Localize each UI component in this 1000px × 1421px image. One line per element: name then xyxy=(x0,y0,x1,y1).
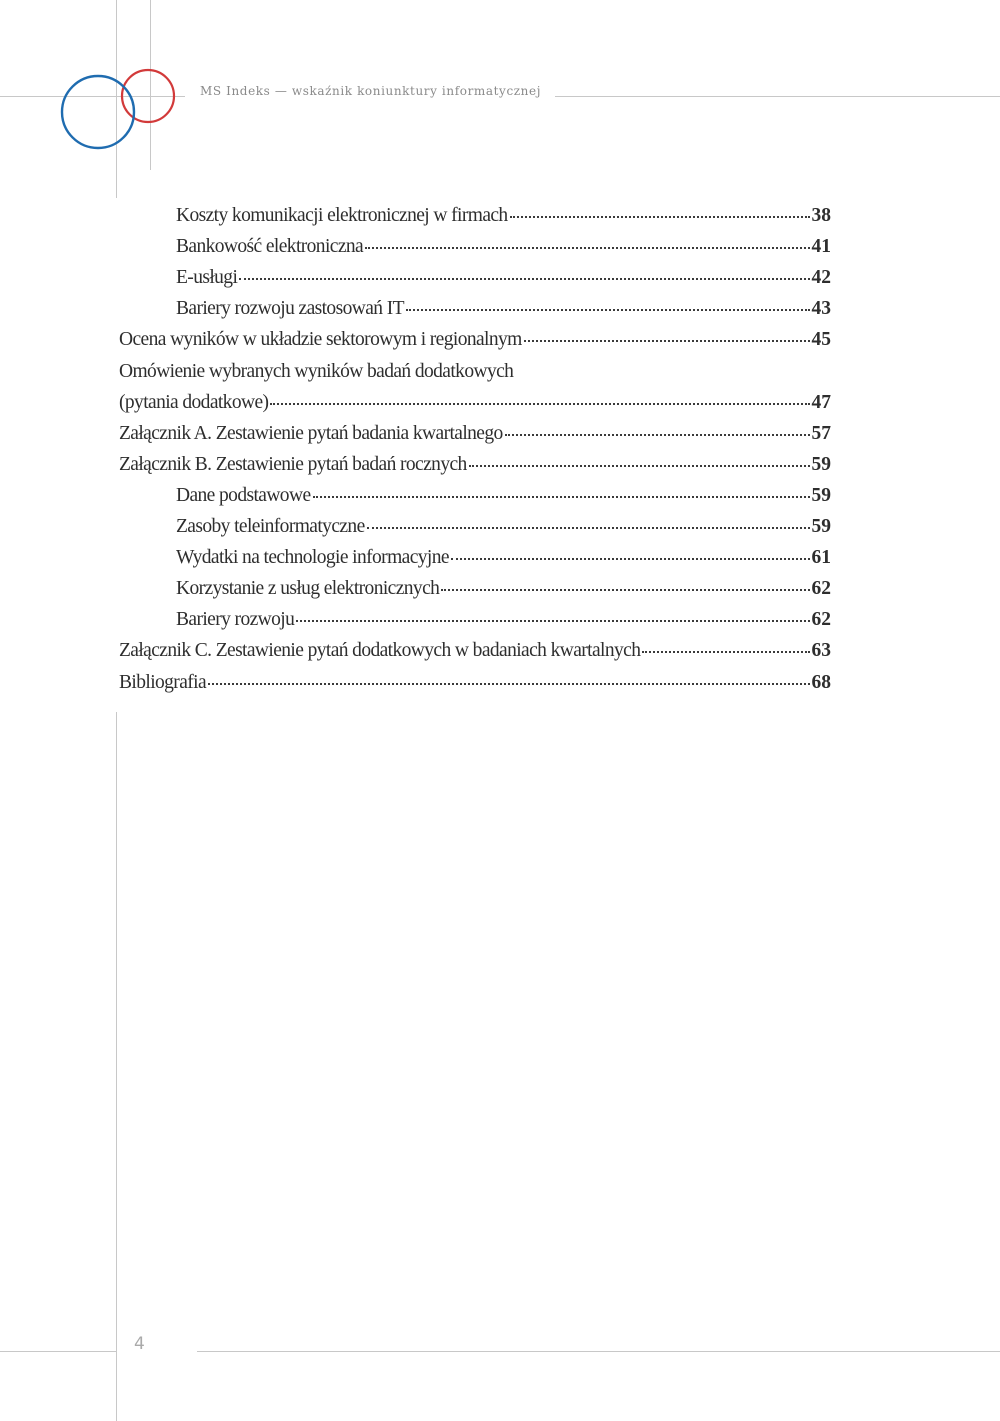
toc-entry[interactable] xyxy=(119,294,831,325)
toc-entry[interactable] xyxy=(119,605,831,636)
toc-entry[interactable] xyxy=(119,574,831,605)
toc-entry-title: Bariery rozwoju xyxy=(176,609,295,631)
toc-entry-title: Koszty komunikacji elektronicznej w firmach xyxy=(176,205,508,227)
page-number: 4 xyxy=(134,1334,145,1354)
toc-entry-page: 68 xyxy=(811,671,831,693)
toc-entry[interactable] xyxy=(119,543,831,574)
toc-entry-title: Omówienie wybranych wyników badań dodatkowych xyxy=(119,360,514,382)
toc-leader-dots xyxy=(642,651,809,653)
vertical-rule-bottom xyxy=(116,712,117,1421)
toc-leader-dots xyxy=(208,683,809,685)
toc-entry-first-line[interactable] xyxy=(119,356,831,387)
toc-entry[interactable] xyxy=(119,667,831,698)
toc-entry-title: Ocena wyników w układzie sektorowym i regionalnym xyxy=(119,329,522,351)
toc-entry-title: Załącznik B. Zestawienie pytań badań rocznych xyxy=(119,453,467,475)
toc-leader-dots xyxy=(406,309,810,311)
toc-entry[interactable] xyxy=(119,481,831,512)
toc-entry-page: 59 xyxy=(811,453,831,475)
toc-leader-dots xyxy=(505,434,810,436)
toc-entry[interactable] xyxy=(119,388,831,419)
table-of-contents xyxy=(119,201,831,699)
toc-entry[interactable] xyxy=(119,450,831,481)
toc-leader-dots xyxy=(270,403,809,405)
logo-circles-icon xyxy=(50,60,180,155)
toc-entry-page: 59 xyxy=(811,484,831,506)
toc-leader-dots xyxy=(469,465,810,467)
toc-entry[interactable] xyxy=(119,263,831,294)
toc-leader-dots xyxy=(239,278,809,280)
toc-entry-page: 57 xyxy=(811,422,831,444)
toc-leader-dots xyxy=(451,558,810,560)
toc-entry-page: 43 xyxy=(811,298,831,320)
toc-entry-title: Załącznik C. Zestawienie pytań dodatkowych w badaniach kwartalnych xyxy=(119,640,641,662)
toc-entry[interactable] xyxy=(119,325,831,356)
toc-leader-dots xyxy=(441,589,809,591)
running-header: MS Indeks — wskaźnik koniunktury informatycznej xyxy=(200,84,542,98)
toc-leader-dots xyxy=(296,620,809,622)
toc-entry-page: 62 xyxy=(811,609,831,631)
toc-entry-title: Korzystanie z usług elektronicznych xyxy=(176,578,440,600)
header-rule-right xyxy=(555,96,1000,97)
toc-entry[interactable] xyxy=(119,512,831,543)
toc-leader-dots xyxy=(365,247,809,249)
toc-entry[interactable] xyxy=(119,201,831,232)
toc-entry-title: Załącznik A. Zestawienie pytań badania kwartalnego xyxy=(119,422,503,444)
blue-circle-icon xyxy=(62,76,134,148)
toc-entry-page: 47 xyxy=(811,391,831,413)
toc-entry[interactable] xyxy=(119,232,831,263)
toc-entry-page: 61 xyxy=(811,547,831,569)
toc-entry-title: (pytania dodatkowe) xyxy=(119,391,269,413)
toc-entry-page: 45 xyxy=(811,329,831,351)
toc-leader-dots xyxy=(524,340,810,342)
toc-leader-dots xyxy=(510,216,810,218)
toc-entry-title: Dane podstawowe xyxy=(176,484,311,506)
toc-entry-title: Bariery rozwoju zastosowań IT xyxy=(176,298,404,320)
toc-entry-page: 59 xyxy=(811,516,831,538)
footer-rule-left xyxy=(0,1351,117,1352)
toc-entry-title: E-usługi xyxy=(176,267,238,289)
toc-entry-page: 41 xyxy=(811,236,831,258)
toc-leader-dots xyxy=(367,527,810,529)
toc-entry-title: Zasoby teleinformatyczne xyxy=(176,516,365,538)
toc-entry[interactable] xyxy=(119,636,831,667)
toc-entry-page: 38 xyxy=(811,205,831,227)
toc-entry-page: 42 xyxy=(811,267,831,289)
toc-leader-dots xyxy=(313,496,810,498)
toc-entry[interactable] xyxy=(119,419,831,450)
toc-entry-title: Bibliografia xyxy=(119,671,207,693)
toc-entry-page: 63 xyxy=(811,640,831,662)
toc-entry-page: 62 xyxy=(811,578,831,600)
toc-entry-title: Wydatki na technologie informacyjne xyxy=(176,547,449,569)
footer-rule-right xyxy=(197,1351,1000,1352)
toc-entry-title: Bankowość elektroniczna xyxy=(176,236,364,258)
